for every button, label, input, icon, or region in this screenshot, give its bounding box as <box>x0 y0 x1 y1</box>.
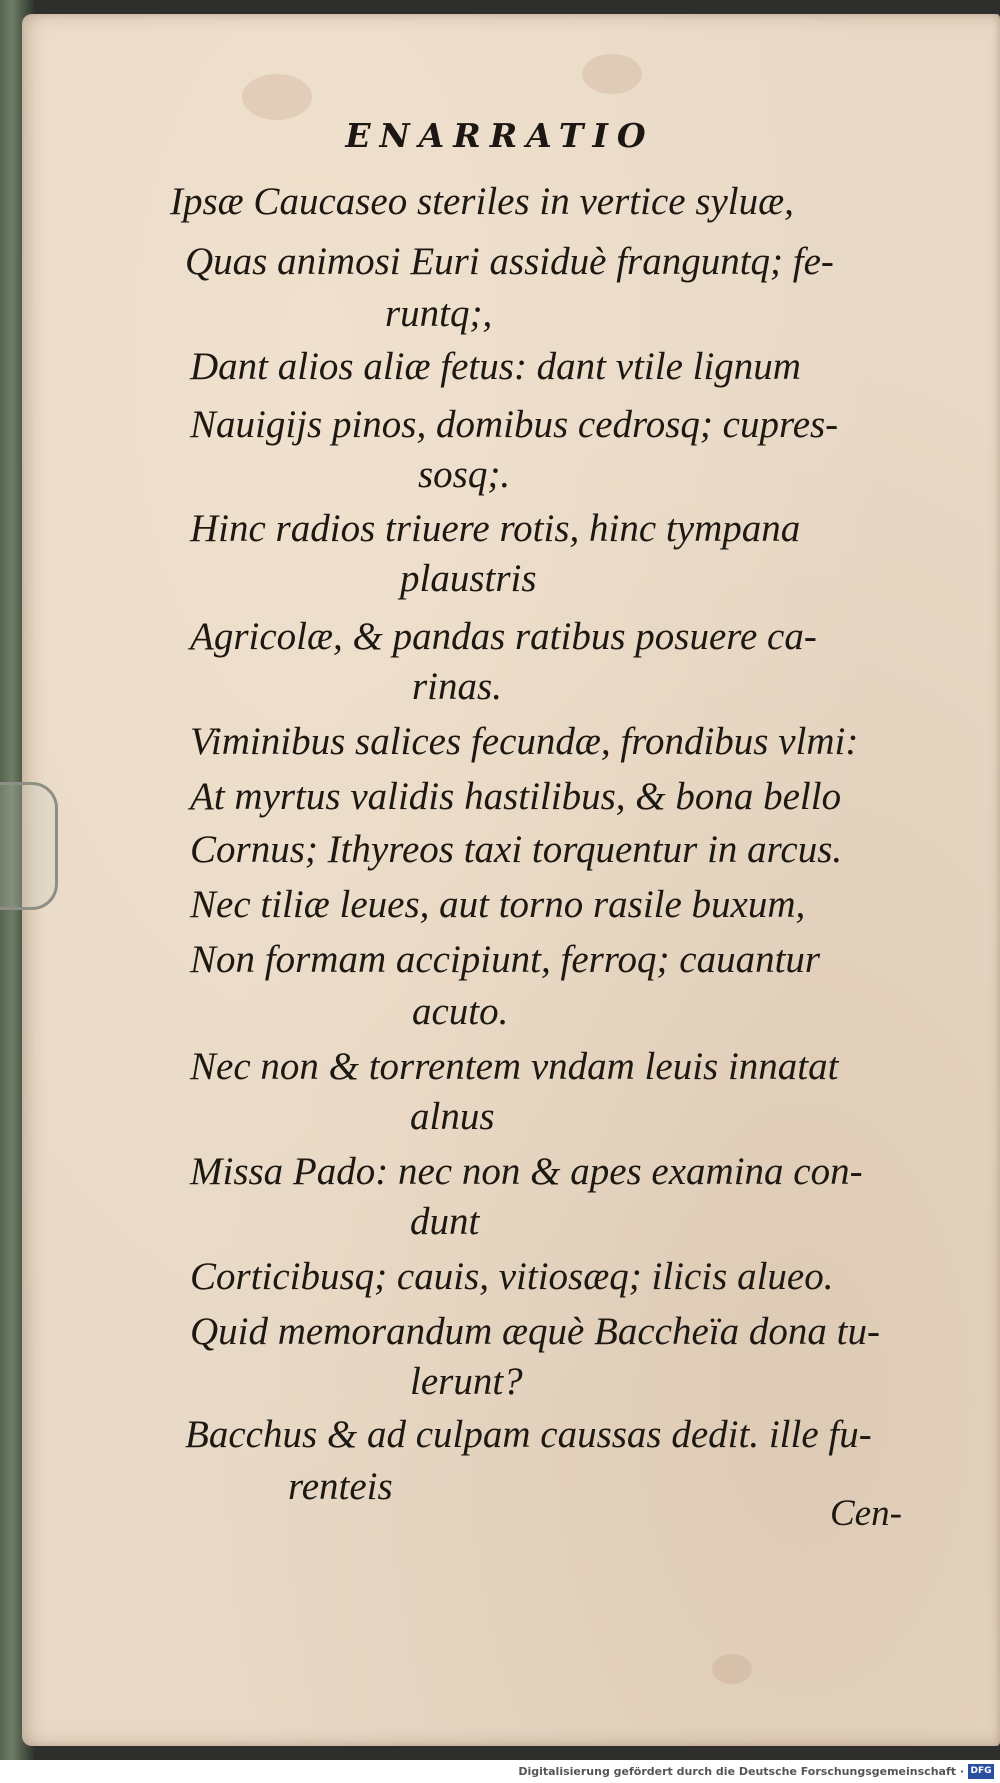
digitization-credit: Digitalisierung gefördert durch die Deutsche Forschungsgemeinschaft · <box>518 1765 964 1778</box>
text-line-10: rinas. <box>412 665 502 708</box>
text-line-14: Nec tiliæ leues, aut torno rasile buxum, <box>190 883 806 926</box>
text-line-7: Hinc radios triuere rotis, hinc tympana <box>190 507 801 550</box>
text-line-18: alnus <box>410 1095 495 1138</box>
text-line-2: Quas animosi Euri assiduè franguntq; fe- <box>185 240 834 283</box>
text-line-23: lerunt? <box>410 1360 523 1403</box>
text-line-24: Bacchus & ad culpam caussas dedit. ille fu- <box>185 1413 872 1456</box>
text-line-9: Agricolæ, & pandas ratibus posuere ca- <box>190 615 817 658</box>
text-line-8: plaustris <box>400 557 537 600</box>
text-line-12: At myrtus validis hastilibus, & bona bello <box>190 775 842 818</box>
catchword: Cen- <box>830 1493 902 1534</box>
text-line-1: Ipsæ Caucaseo steriles in vertice syluæ, <box>170 180 794 223</box>
text-line-22: Quid memorandum æquè Baccheïa dona tu- <box>190 1310 880 1353</box>
clasp-tab <box>0 782 58 910</box>
text-line-15: Non formam accipiunt, ferroq; cauantur <box>190 938 821 981</box>
text-line-13: Cornus; Ithyreos taxi torquentur in arcus. <box>190 828 843 871</box>
text-line-25: renteis <box>288 1465 393 1508</box>
running-head: ENARRATIO <box>345 116 655 155</box>
text-line-16: acuto. <box>412 990 509 1033</box>
text-line-6: sosq;. <box>418 453 511 496</box>
paper-stain <box>242 74 312 120</box>
text-line-5: Nauigijs pinos, domibus cedrosq; cupres- <box>190 403 839 446</box>
text-line-11: Viminibus salices fecundæ, frondibus vlmi: <box>190 720 859 763</box>
text-line-4: Dant alios aliæ fetus: dant vtile lignum <box>190 345 801 388</box>
paper-stain <box>582 54 642 94</box>
dfg-logo-icon: DFG <box>968 1764 994 1779</box>
text-line-21: Corticibusq; cauis, vitiosæq; ilicis alueo. <box>190 1255 834 1298</box>
text-line-20: dunt <box>410 1200 480 1243</box>
paper-stain <box>712 1654 752 1684</box>
text-line-3: runtq;, <box>385 292 493 335</box>
text-line-19: Missa Pado: nec non & apes examina con- <box>190 1150 863 1193</box>
text-line-17: Nec non & torrentem vndam leuis innatat <box>190 1045 839 1088</box>
